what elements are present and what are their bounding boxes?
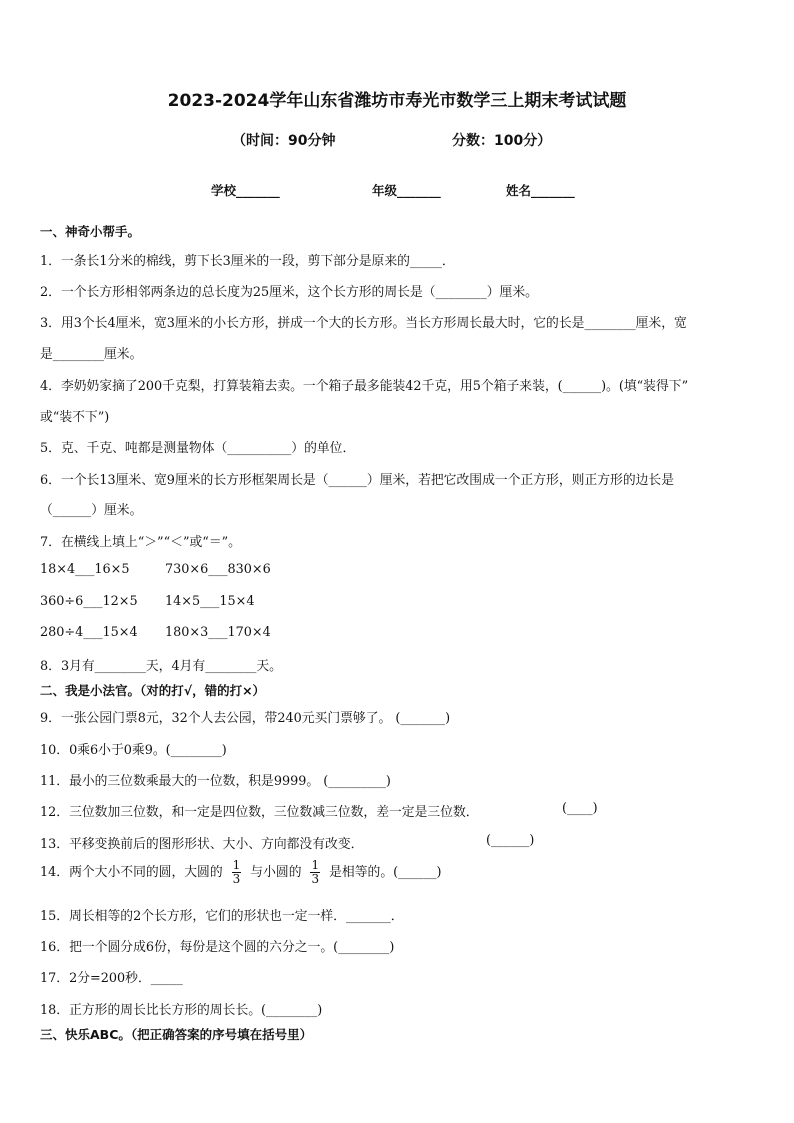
question-2: 2．一个长方形相邻两条边的总长度为25厘米，这个长方形的周长是（________）厘米。 (40, 285, 538, 300)
name-field: 姓名_______ (506, 183, 575, 198)
fraction-numerator: 1 (311, 858, 320, 872)
fraction-denominator: 3 (232, 872, 241, 886)
question-17: 17．2分=200秒．_____ (40, 971, 183, 986)
question-4-line-2: 或“装不下”) (40, 410, 110, 425)
section-heading-2: 二、我是小法官。（对的打√，错的打×） (40, 683, 266, 698)
compare-row-1a: 18×4___16×5 (40, 562, 130, 577)
compare-row-2b: 14×5___15×4 (165, 594, 255, 609)
fraction-one-third-b (310, 859, 320, 886)
question-12: 12．三位数加三位数，和一定是四位数，三位数减三位数，差一定是三位数． (40, 805, 479, 820)
compare-row-3b: 180×3___170×4 (165, 625, 271, 640)
question-6-line-2: （______）厘米。 (40, 503, 143, 518)
question-13: 13．平移变换前后的图形形状、大小、方向都没有改变． (40, 837, 364, 852)
question-3-line-2: 是________厘米。 (40, 347, 143, 362)
question-16: 16．把一个圆分成6份，每份是这个圆的六分之一。(________) (40, 940, 395, 955)
question-12-blank: (____) (562, 801, 598, 816)
question-6-line-1: 6．一个长13厘米、宽9厘米的长方形框架周长是（______）厘米，若把它改围成一个正方形，则正方形的边长是 (40, 473, 675, 488)
question-14-middle: 与小圆的 (250, 865, 302, 880)
question-8: 8．3月有________天，4月有________天。 (40, 659, 282, 674)
question-7: 7．在横线上填上“＞”“＜”或“＝”。 (40, 535, 241, 550)
question-1: 1．一条长1分米的棉线，剪下长3厘米的一段，剪下部分是原来的_____． (40, 254, 455, 269)
compare-row-1b: 730×6___830×6 (165, 562, 271, 577)
school-field: 学校_______ (211, 183, 280, 198)
question-5: 5．克、千克、吨都是测量物体（__________）的单位． (40, 441, 356, 456)
fraction-one-third-a (232, 859, 242, 886)
page-title: 2023-2024学年山东省潍坊市寿光市数学三上期末考试试题 (167, 91, 627, 111)
time-limit: （时间：90分钟 (232, 133, 336, 149)
question-15: 15．周长相等的2个长方形，它们的形状也一定一样．_______． (40, 909, 404, 924)
section-heading-1: 一、神奇小帮手。 (40, 224, 141, 239)
compare-row-3a: 280÷4___15×4 (40, 625, 138, 640)
question-18: 18．正方形的周长比长方形的周长长。(________) (40, 1003, 323, 1018)
question-4-line-1: 4．李奶奶家摘了200千克梨，打算装箱去卖。一个箱子最多能装42千克，用5个箱子来装，(______)。(填“装得下” (40, 379, 689, 394)
question-14 (40, 859, 442, 886)
fraction-denominator: 3 (311, 872, 320, 886)
fraction-numerator: 1 (232, 858, 241, 872)
grade-field: 年级_______ (372, 183, 441, 198)
question-11: 11．最小的三位数乘最大的一位数，积是9999。 (_________) (40, 774, 391, 789)
question-14-start: 14．两个大小不同的圆，大圆的 (40, 865, 223, 880)
section-heading-3: 三、快乐ABC。（把正确答案的序号填在括号里） (40, 1027, 313, 1042)
question-13-blank: (______) (486, 833, 535, 848)
compare-row-2a: 360÷6___12×5 (40, 594, 138, 609)
question-14-end: 是相等的。(______) (329, 865, 442, 880)
total-score: 分数：100分） (452, 133, 552, 149)
question-10: 10．0乘6小于0乘9。(________) (40, 743, 227, 758)
question-9: 9．一张公园门票8元，32个人去公园，带240元买门票够了。 (_______) (40, 711, 451, 726)
question-3-line-1: 3．用3个长4厘米，宽3厘米的小长方形，拼成一个大的长方形。当长方形周长最大时，它的长是________厘米，宽 (40, 316, 687, 331)
